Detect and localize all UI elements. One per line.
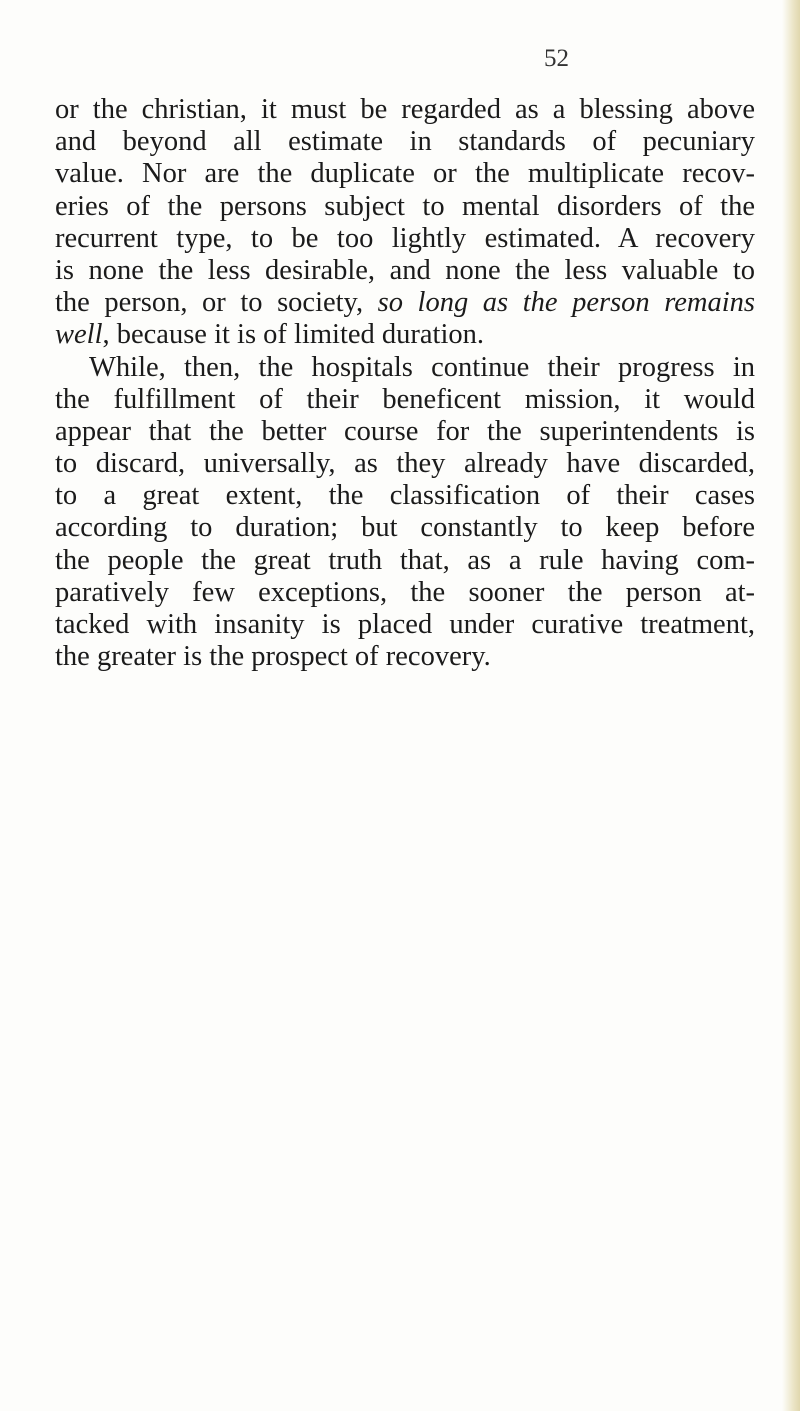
- text-line: is none the less desirable, and none the less valuable to: [55, 254, 755, 286]
- text-line: While, then, the hospitals continue their progress in: [89, 351, 755, 383]
- text-line: and beyond all estimate in standards of pecuniary: [55, 126, 755, 158]
- text-line: value. Nor are the duplicate or the multiplicate recov-: [55, 158, 755, 190]
- text-line: paratively few exceptions, the sooner the person at-: [55, 576, 755, 608]
- text-line: appear that the better course for the superintendents is: [55, 415, 755, 447]
- body-text: [55, 94, 755, 673]
- text-line: [55, 319, 755, 351]
- text-line: [55, 287, 755, 319]
- italic-run: so long as the person remains: [377, 287, 755, 319]
- text-line: recurrent type, to be too lightly estimated. A recovery: [55, 222, 755, 254]
- text-line: eries of the persons subject to mental disorders of the: [55, 190, 755, 222]
- paragraph-1: [55, 94, 755, 352]
- text-line: or the christian, it must be regarded as a blessing above: [55, 94, 755, 125]
- text-line: tacked with insanity is placed under curative treatment,: [55, 609, 755, 640]
- text-line: the people the great truth that, as a rule having com-: [55, 544, 755, 576]
- paragraph-2: [55, 352, 755, 674]
- text-run: the person, or to society,: [55, 287, 378, 319]
- text-run: , because it is of limited duration.: [102, 319, 484, 351]
- text-line: according to duration; but constantly to keep before: [55, 512, 755, 544]
- text-line: to a great extent, the classification of their cases: [55, 480, 755, 512]
- page-number: 52: [544, 45, 569, 72]
- text-line: the fulfillment of their beneficent mission, it would: [55, 383, 755, 415]
- text-line: the greater is the prospect of recovery.: [55, 641, 491, 673]
- text-line: to discard, universally, as they already have discarded,: [55, 448, 755, 480]
- italic-run: well: [55, 319, 103, 351]
- page-edge-shadow: [782, 0, 800, 1411]
